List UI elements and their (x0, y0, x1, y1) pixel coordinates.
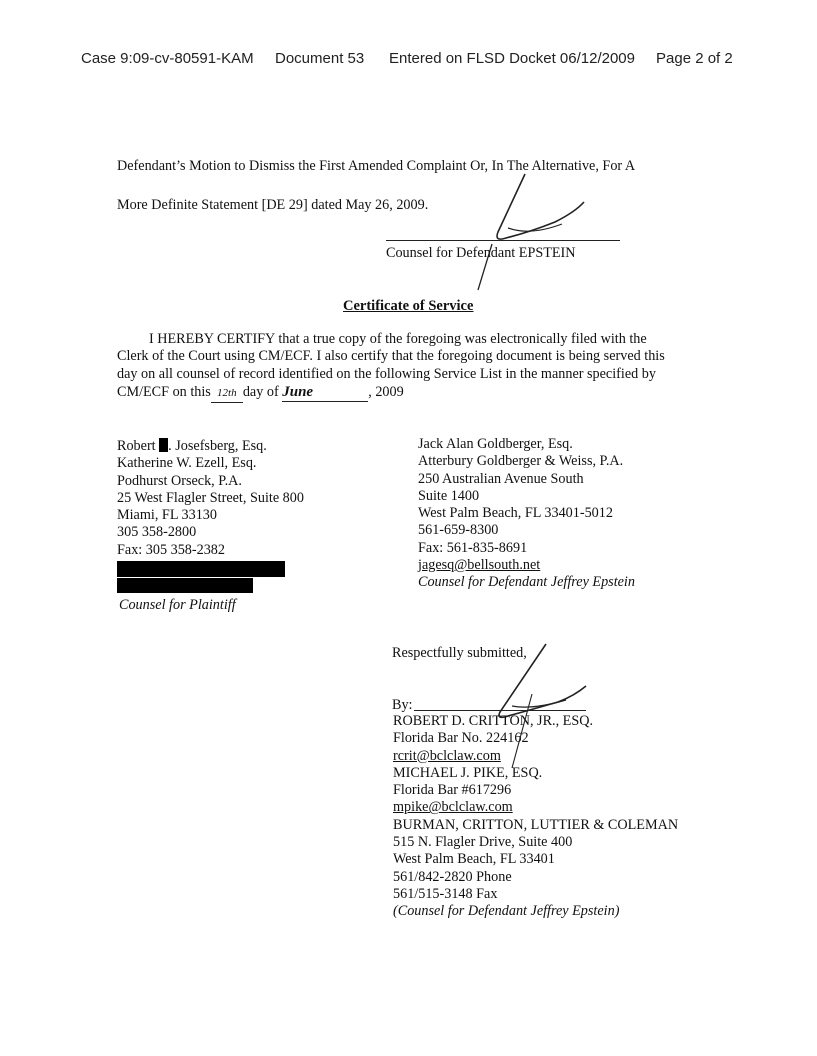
certificate-line-2: Clerk of the Court using CM/ECF. I also certify that the foregoing document is being served this (117, 348, 665, 364)
certificate-line-4 (117, 384, 404, 403)
submission-role: (Counsel for Defendant Jeffrey Epstein) (393, 903, 620, 920)
redaction-bar-2 (117, 578, 253, 593)
attorney-2-email[interactable]: mpike@bclclaw.com (393, 799, 513, 816)
respectfully-submitted: Respectfully submitted, (392, 645, 527, 661)
handwritten-month: June (282, 384, 368, 402)
firm-phone: 561/842-2820 Phone (393, 868, 512, 885)
defendant-counsel-block (418, 436, 635, 592)
signature-caption: Counsel for Defendant EPSTEIN (386, 245, 576, 261)
plaintiff-counsel-block (117, 438, 304, 559)
certificate-date-year: , 2009 (368, 384, 404, 400)
defendant-phone: 561-659-8300 (418, 522, 499, 539)
attorney-2-bar: Florida Bar #617296 (393, 782, 512, 799)
plaintiff-fax: Fax: 305 358-2382 (117, 541, 225, 558)
document-number: Document 53 (275, 50, 365, 67)
attorney-2-name: MICHAEL J. PIKE, ESQ. (393, 764, 543, 781)
redaction-bar-1 (117, 561, 285, 577)
defendant-city: West Palm Beach, FL 33401-5012 (418, 505, 613, 522)
attorney-1-email[interactable]: rcrit@bclclaw.com (393, 747, 501, 764)
signature-top (470, 172, 600, 292)
plaintiff-address: 25 West Flagler Street, Suite 800 (117, 489, 304, 506)
firm-address-1: 515 N. Flagler Drive, Suite 400 (393, 834, 573, 851)
certificate-line-1: I HEREBY CERTIFY that a true copy of the foregoing was electronically filed with the (149, 331, 647, 347)
plaintiff-firm: Podhurst Orseck, P.A. (117, 472, 242, 489)
docket-entry: Entered on FLSD Docket 06/12/2009 (389, 50, 635, 67)
defendant-attorney: Jack Alan Goldberger, Esq. (418, 436, 573, 452)
certificate-line-3: day on all counsel of record identified on the following Service List in the manner specified by (117, 366, 656, 382)
certificate-title: Certificate of Service (343, 298, 474, 314)
defendant-fax: Fax: 561-835-8691 (418, 539, 528, 556)
attorney-1-name: ROBERT D. CRITTON, JR., ESQ. (393, 713, 594, 729)
defendant-address: 250 Australian Avenue South (418, 470, 584, 487)
law-firm: BURMAN, CRITTON, LUTTIER & COLEMAN (393, 816, 679, 833)
defendant-firm: Atterbury Goldberger & Weiss, P.A. (418, 453, 624, 470)
certificate-date-prefix: CM/ECF on this (117, 384, 211, 400)
plaintiff-role: Counsel for Plaintiff (119, 597, 236, 613)
plaintiff-attorney-1: Robert . Josefsberg, Esq. (117, 438, 267, 454)
certificate-date-mid: day of (242, 384, 279, 400)
defendant-suite: Suite 1400 (418, 487, 480, 504)
submission-block (393, 713, 678, 921)
plaintiff-city: Miami, FL 33130 (117, 507, 217, 524)
plaintiff-attorney-2: Katherine W. Ezell, Esq. (117, 455, 257, 472)
firm-fax: 561/515-3148 Fax (393, 885, 498, 902)
defendant-role: Counsel for Defendant Jeffrey Epstein (418, 574, 635, 591)
plaintiff-phone: 305 358-2800 (117, 524, 197, 541)
defendant-email[interactable]: jagesq@bellsouth.net (418, 557, 541, 574)
handwritten-day: 12th (211, 385, 243, 403)
attorney-1-bar: Florida Bar No. 224162 (393, 730, 529, 747)
by-label: By: (392, 697, 413, 713)
intro-line-2: More Definite Statement [DE 29] dated May 26, 2009. (117, 197, 429, 213)
intro-line-1: Defendant’s Motion to Dismiss the First Amended Complaint Or, In The Alternative, For A (117, 158, 636, 174)
case-number: Case 9:09-cv-80591-KAM (81, 50, 254, 67)
signature-line-top (386, 240, 620, 241)
page-number: Page 2 of 2 (656, 50, 733, 67)
redaction-initial (159, 438, 168, 452)
firm-address-2: West Palm Beach, FL 33401 (393, 851, 555, 868)
